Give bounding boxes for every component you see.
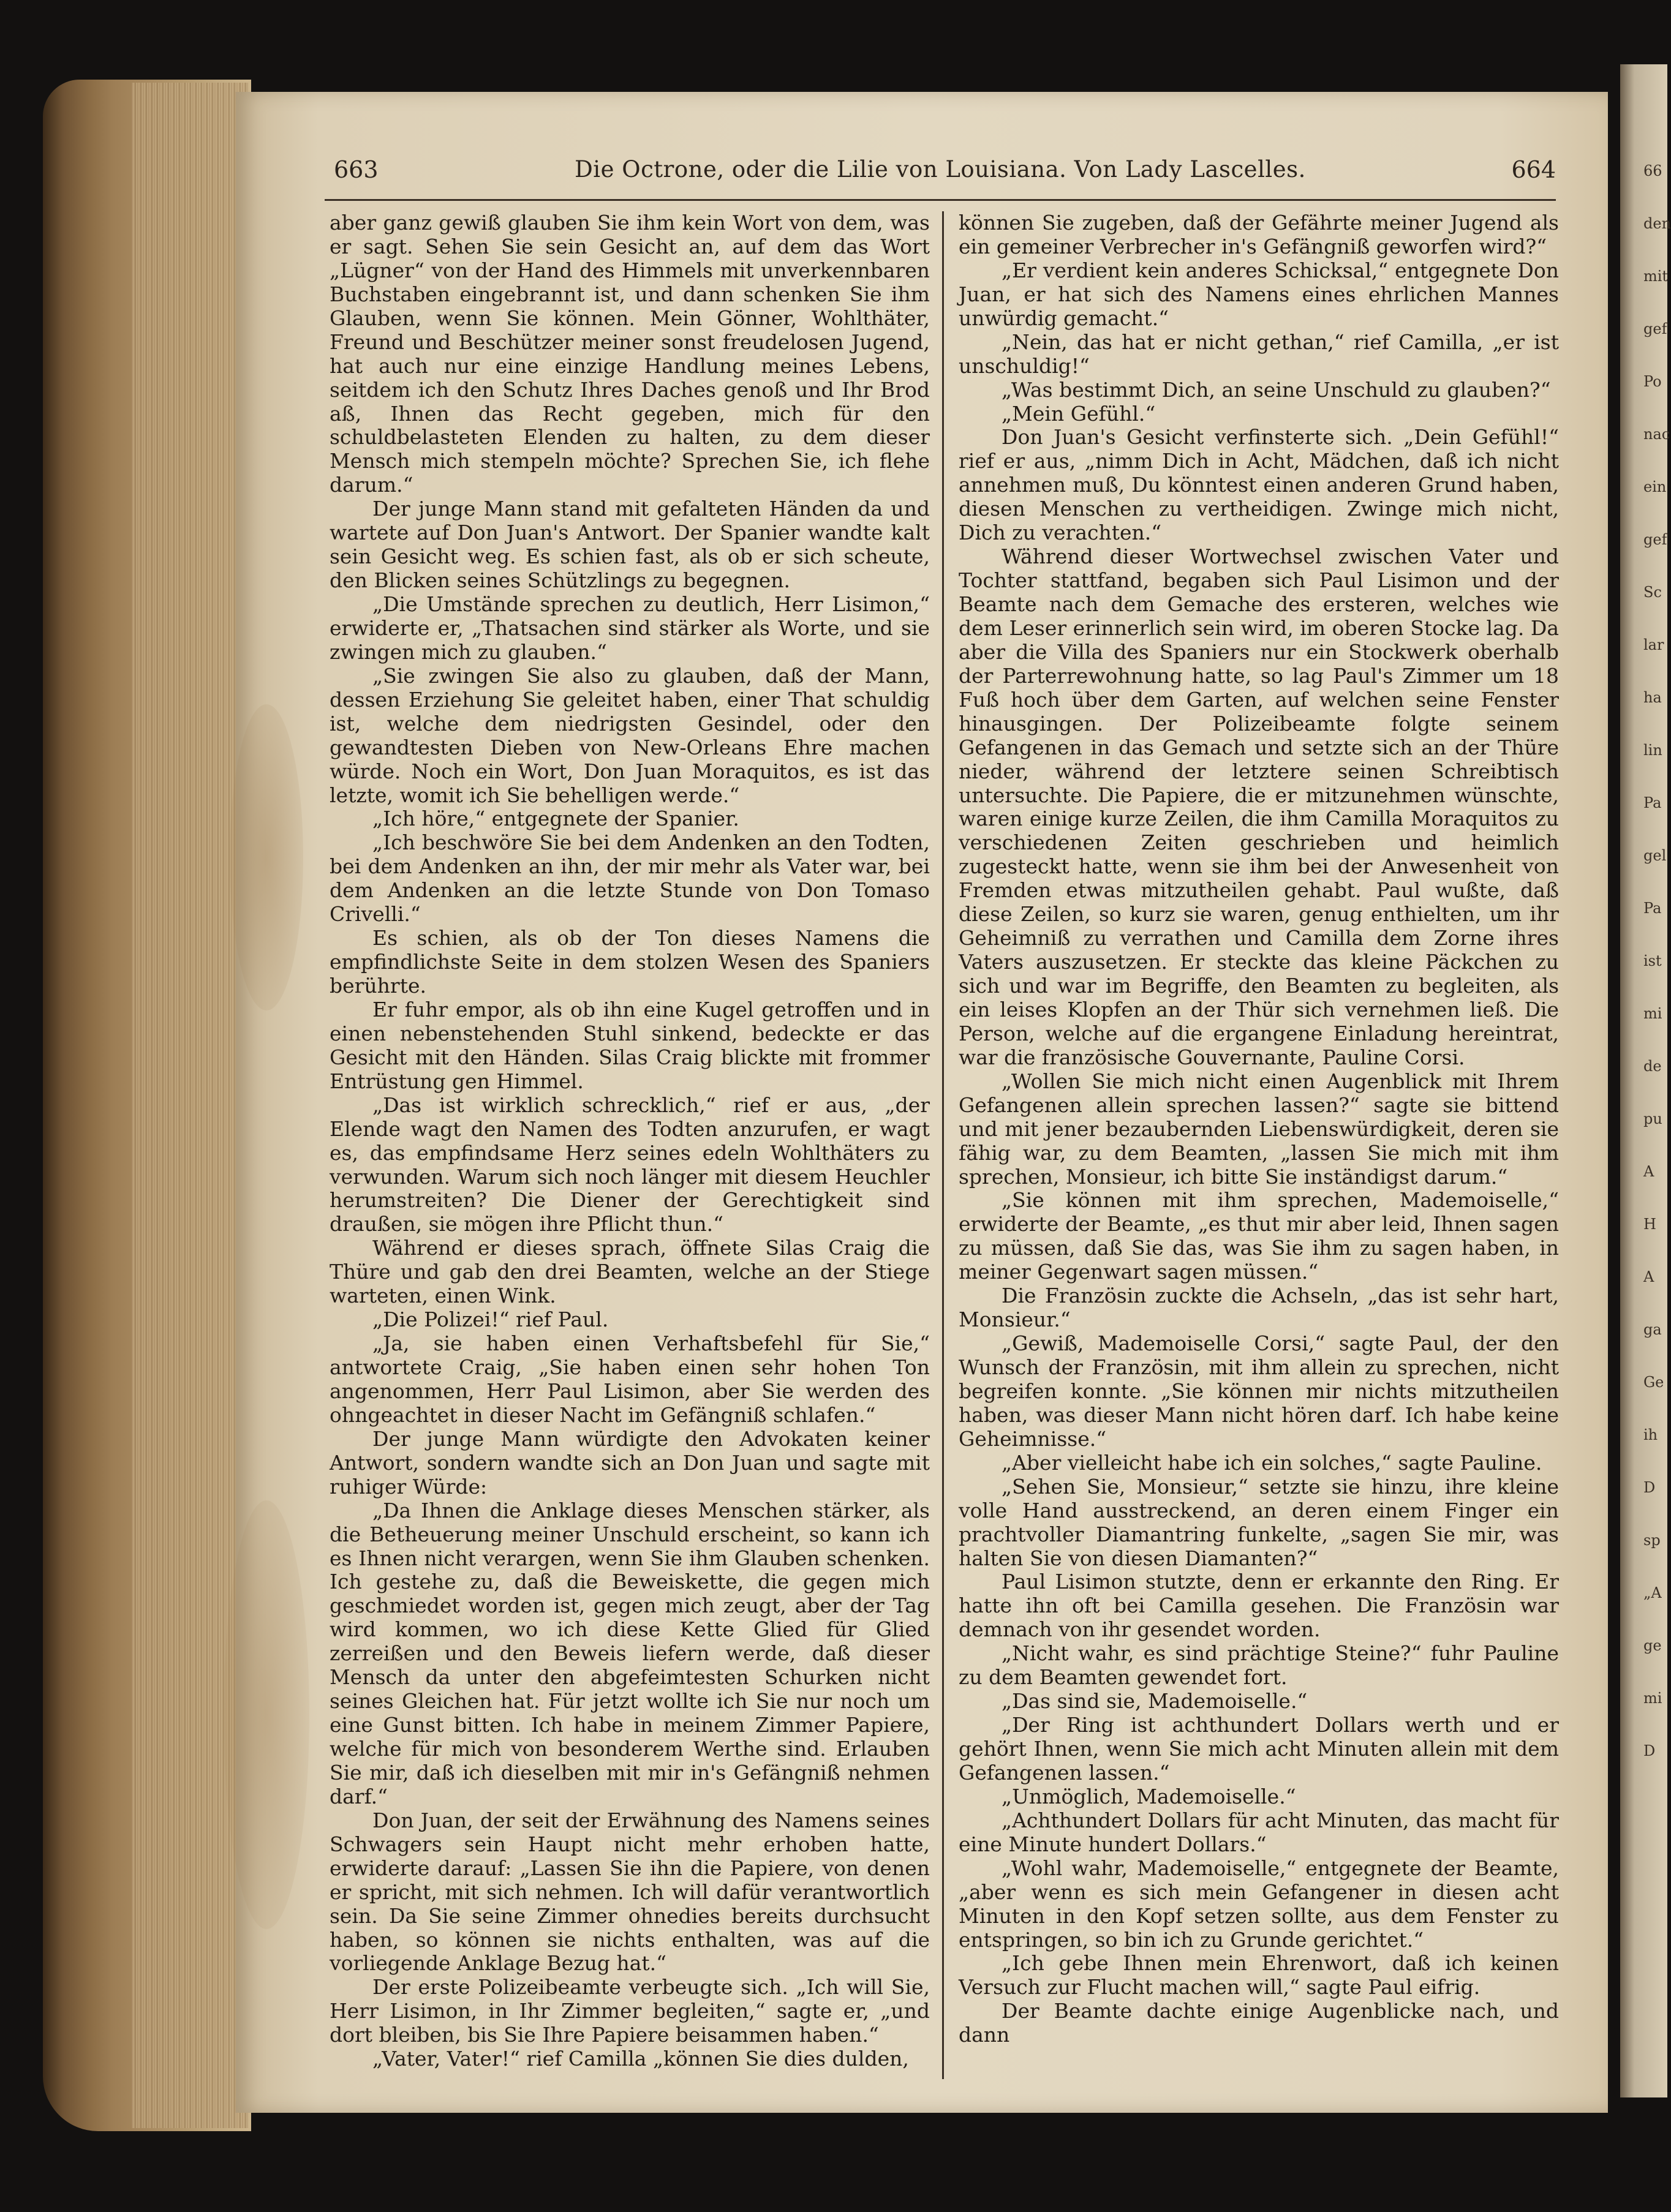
paragraph: „Sehen Sie, Monsieur,“ setzte sie hinzu, ihre kleine volle Hand ausstreckend, an deren einem Finger ein prachtvoller Diamantring funkelte, „sagen Sie mir, was halten Sie von diesen Diamanten?“ <box>959 1474 1559 1570</box>
column-rule <box>942 211 944 2079</box>
paragraph: Der Beamte dachte einige Augenblicke nach, und dann <box>959 1999 1559 2047</box>
next-page-fragment: gel <box>1643 847 1667 864</box>
next-page-edge <box>1620 64 1671 2097</box>
paragraph: können Sie zugeben, daß der Gefährte meiner Jugend als ein gemeiner Verbrecher in's Gefängniß geworfen wird?“ <box>959 211 1559 258</box>
next-page-fragment: mi <box>1643 1005 1662 1022</box>
next-page-fragment: 66 <box>1643 162 1662 179</box>
next-page-fragment: D <box>1643 1742 1656 1759</box>
paragraph: „Gewiß, Mademoiselle Corsi,“ sagte Paul, der den Wunsch der Französin, mit ihm allein zu sprechen, nicht begreifen konnte. „Sie können mir nichts mitzutheilen haben, was dieser Mann nicht hören darf. Ich habe keine Geheimnisse.“ <box>959 1331 1559 1451</box>
paragraph: „Nicht wahr, es sind prächtige Steine?“ fuhr Pauline zu dem Beamten gewendet fort. <box>959 1641 1559 1690</box>
next-page-fragment: Pa <box>1643 900 1662 917</box>
next-page-fragment: ga <box>1643 1321 1662 1338</box>
paragraph: „Das ist wirklich schrecklich,“ rief er aus, „der Elende wagt den Namen des Todten anzurufen, er wagt es, das empfindsame Herz seines edeln Wohlthäters zu verwunden. Warum sich noch länger mit diesem Heuchler herumstreiten? Die Diener der Gerechtigkeit sind draußen, sie mögen ihre Pflicht thun.“ <box>330 1093 930 1236</box>
paragraph: „Ich beschwöre Sie bei dem Andenken an den Todten, bei dem Andenken an ihn, der mir mehr als Vater war, bei dem Andenken an die letzte Stunde von Don Tomaso Crivelli.“ <box>330 830 930 927</box>
paragraph: „Sie können mit ihm sprechen, Mademoiselle,“ erwiderte der Beamte, „es thut mir aber leid, Ihnen sagen zu müssen, daß Sie das, was Sie ihm zu sagen haben, in meiner Gegenwart sagen müssen.“ <box>959 1188 1559 1284</box>
paragraph: Don Juan, der seit der Erwähnung des Namens seines Schwagers sein Haupt nicht mehr erhoben hatte, erwiderte darauf: „Lassen Sie ihn die Papiere, von denen er spricht, mit sich nehmen. Ich will dafür verantwortlich sein. Da Sie seine Zimmer ohnedies bereits durchsucht haben, so können sie nichts enthalten, was auf die vorliegende Anklage Bezug hat.“ <box>330 1808 930 1976</box>
paragraph: „Wollen Sie mich nicht einen Augenblick mit Ihrem Gefangenen allein sprechen lassen?“ sagte sie bittend und mit jener bezaubernden Liebenswürdigkeit, deren sie fähig war, zu dem Beamten, „lassen Sie mich mit ihm sprechen, Monsieur, ich bitte Sie inständigst darum.“ <box>959 1069 1559 1189</box>
text-column-right <box>959 211 1559 2091</box>
next-page-fragment: sp <box>1643 1532 1661 1549</box>
next-page-fragment: ih <box>1643 1426 1658 1443</box>
page-stain <box>224 1500 309 1929</box>
page-stack <box>132 83 248 2128</box>
next-page-fragment: H <box>1643 1216 1656 1233</box>
paragraph: Der junge Mann stand mit gefalteten Händen da und wartete auf Don Juan's Antwort. Der Spanier wandte kalt sein Gesicht weg. Es schien fast, als ob er sich scheute, den Blicken seines Schützlings zu begegnen. <box>330 497 930 593</box>
paragraph: Es schien, als ob der Ton dieses Namens die empfindlichste Seite in dem stolzen Wesen des Spaniers berührte. <box>330 926 930 998</box>
paragraph: Während er dieses sprach, öffnete Silas Craig die Thüre und gab den drei Beamten, welche an der Stiege warteten, einen Wink. <box>330 1236 930 1308</box>
paragraph: „Da Ihnen die Anklage dieses Menschen stärker, als die Betheuerung meiner Unschuld erscheint, so kann ich es Ihnen nicht verargen, wenn Sie ihm Glauben schenken. Ich gestehe zu, daß die Beweiskette, die gegen mich geschmiedet worden ist, gegen mich zeugt, aber der Tag wird kommen, wo ich diese Kette Glied für Glied zerreißen und den Beweis liefern werde, daß dieser Mensch da unter den abgefeimtesten Schurken nicht seines Gleichen hat. Für jetzt wollte ich Sie nur noch um eine Gunst bitten. Ich habe in meinem Zimmer Papiere, welche für mich von besonderem Werthe sind. Erlauben Sie mir, daß ich dieselben mit mir in's Gefängniß nehmen darf.“ <box>330 1498 930 1808</box>
paragraph: „Ich höre,“ entgegnete der Spanier. <box>372 807 739 831</box>
header-rule <box>325 199 1556 201</box>
paragraph: Don Juan's Gesicht verfinsterte sich. „Dein Gefühl!“ rief er aus, „nimm Dich in Acht, Mädchen, daß ich nicht annehmen muß, Du könntest einen anderen Grund haben, diesen Menschen zu vertheidigen. Zwinge mich nicht, Dich zu verachten.“ <box>959 425 1559 545</box>
next-page-fragment: nac <box>1643 426 1670 443</box>
next-page-fragment: A <box>1643 1268 1654 1285</box>
next-page-fragment: ha <box>1643 689 1662 706</box>
paragraph: „Die Polizei!“ rief Paul. <box>372 1307 609 1332</box>
next-page-fragment: lin <box>1643 742 1662 759</box>
paragraph: „Was bestimmt Dich, an seine Unschuld zu glauben?“ <box>1001 377 1551 402</box>
paragraph: „Vater, Vater!“ rief Camilla „können Sie dies dulden, <box>372 2047 909 2071</box>
paragraph: Der junge Mann würdigte den Advokaten keiner Antwort, sondern wandte sich an Don Juan und sagte mit ruhiger Würde: <box>330 1426 930 1499</box>
paragraph: Der erste Polizeibeamte verbeugte sich. „Ich will Sie, Herr Lisimon, in Ihr Zimmer begleiten,“ sagte er, „und dort bleiben, bis Sie Ihre Papiere beisammen haben.“ <box>330 1975 930 2047</box>
paragraph: „Wohl wahr, Mademoiselle,“ entgegnete der Beamte, „aber wenn es sich mein Gefangener in diesen acht Minuten in den Kopf setzen sollte, aus dem Fenster zu entspringen, so bin ich zu Grunde gerichtet.“ <box>959 1856 1559 1952</box>
next-page-fragment: mit <box>1643 268 1669 285</box>
paragraph: Während dieser Wortwechsel zwischen Vater und Tochter stattfand, begaben sich Paul Lisimon und der Beamte nach dem Gemache des ersteren, welches wie dem Leser erinnerlich sein wird, im oberen Stocke lag. Da aber die Villa des Spaniers nur ein Stockwerk oberhalb der Parterrewohnung hatte, so lag Paul's Zimmer um 18 Fuß hoch über dem Garten, auf welchen seine Fenster hinausgingen. Der Polizeibeamte folgte seinem Gefangenen in das Gemach und setzte sich an der Thüre nieder, während der letztere seinen Schreibtisch untersuchte. Die Papiere, die er mitzunehmen wünschte, waren einige kurze Zeilen, die ihm Camilla Moraquitos zu verschiedenen Zeiten geschrieben und heimlich zugesteckt hatte, wenn sie ihm bei der Anwesenheit von Fremden etwas mitzutheilen gehabt. Paul wußte, daß diese Zeilen, so kurz sie waren, genug enthielten, um ihr Geheimniß zu verrathen und Camilla dem Zorne ihres Vaters auszusetzen. Er steckte das kleine Päckchen zu sich und war im Begriffe, den Beamten zu begleiten, als ein leises Klopfen an der Thür sich vernehmen ließ. Die Person, welche auf die ergangene Einladung hereintrat, war die französische Gouvernante, Pauline Corsi. <box>959 544 1559 1069</box>
paragraph: Er fuhr empor, als ob ihn eine Kugel getroffen und in einen nebenstehenden Stuhl sinkend, bedeckte er das Gesicht mit den Händen. Silas Craig blickte mit frommer Entrüstung gen Himmel. <box>330 997 930 1093</box>
next-page-fragment: ist <box>1643 952 1662 969</box>
next-page-fragment: den <box>1643 215 1671 232</box>
paragraph: „Achthundert Dollars für acht Minuten, das macht für eine Minute hundert Dollars.“ <box>959 1808 1559 1856</box>
paragraph: aber ganz gewiß glauben Sie ihm kein Wort von dem, was er sagt. Sehen Sie sein Gesicht an, auf dem das Wort „Lügner“ von der Hand des Himmels mit unverkennbaren Buchstaben eingebrannt ist, und dann schenken Sie ihm Glauben, wenn Sie können. Mein Gönner, Wohlthäter, Freund und Beschützer meiner sonst freudelosen Jugend, hat auch nur eine einzige Handlung meines Lebens, seitdem ich den Schutz Ihres Daches genoß und Ihr Brod aß, Ihnen das Recht gegeben, mich für den schuldbelasteten Elenden zu halten, zu dem dieser Mensch mich stempeln möchte? Sprechen Sie, ich flehe darum.“ <box>330 211 930 497</box>
paragraph: Die Französin zuckte die Achseln, „das ist sehr hart, Monsieur.“ <box>959 1284 1559 1332</box>
paragraph: „Das sind sie, Mademoiselle.“ <box>1001 1689 1308 1714</box>
page-stain <box>230 704 303 1010</box>
paragraph: „Ja, sie haben einen Verhaftsbefehl für Sie,“ antwortete Craig, „Sie haben einen sehr hohen Ton angenommen, Herr Paul Lisimon, aber Sie werden des ohngeachtet in dieser Nacht im Gefängniß schlafen.“ <box>330 1331 930 1427</box>
next-page-fragment: Po <box>1643 373 1662 390</box>
paragraph: „Aber vielleicht habe ich ein solches,“ sagte Pauline. <box>1001 1450 1542 1475</box>
text-column-left <box>330 211 930 2091</box>
paragraph: „Sie zwingen Sie also zu glauben, daß der Mann, dessen Erziehung Sie geleitet haben, einer That schuldig ist, welche dem niedrigsten Gesindel, oder den gewandtesten Dieben von New-Orleans Ehre machen würde. Noch ein Wort, Don Juan Moraquitos, es ist das letzte, womit ich Sie behelligen werde.“ <box>330 663 930 807</box>
paragraph: „Unmöglich, Mademoiselle.“ <box>1001 1784 1296 1808</box>
next-page-fragment: Pa <box>1643 794 1662 811</box>
next-page-fragment: pu <box>1643 1110 1662 1127</box>
next-page-fragment: Sc <box>1643 584 1662 601</box>
paragraph: „Mein Gefühl.“ <box>1001 401 1156 426</box>
next-page-fragment: gef <box>1643 531 1667 548</box>
next-page-fragment: ge <box>1643 1637 1662 1654</box>
page-number-left: 663 <box>334 156 379 183</box>
paragraph: „Der Ring ist achthundert Dollars werth und er gehört Ihnen, wenn Sie mich acht Minuten allein mit dem Gefangenen lassen.“ <box>959 1713 1559 1785</box>
paragraph: Paul Lisimon stutzte, denn er erkannte den Ring. Er hatte ihn oft bei Camilla gesehen. Die Französin war demnach von ihr gesendet worden. <box>959 1570 1559 1642</box>
page-number-right: 664 <box>1511 156 1556 183</box>
paragraph: „Nein, das hat er nicht gethan,“ rief Camilla, „er ist unschuldig!“ <box>959 329 1559 378</box>
next-page-fragment: D <box>1643 1479 1656 1496</box>
paragraph: „Ich gebe Ihnen mein Ehrenwort, daß ich keinen Versuch zur Flucht machen will,“ sagte Paul eifrig. <box>959 1951 1559 1999</box>
next-page-fragment: de <box>1643 1058 1662 1075</box>
next-page-fragment: A <box>1643 1163 1654 1180</box>
running-header <box>325 156 1556 193</box>
next-page-fragment: Ge <box>1643 1374 1664 1391</box>
paragraph: „Die Umstände sprechen zu deutlich, Herr Lisimon,“ erwiderte er, „Thatsachen sind stärker als Worte, und sie zwingen mich zu glauben.“ <box>330 592 930 664</box>
next-page-fragment: lar <box>1643 636 1664 653</box>
next-page-fragment: ein <box>1643 478 1667 495</box>
next-page-fragment: „A <box>1643 1584 1662 1601</box>
next-page-fragment: gef <box>1643 320 1667 337</box>
running-title: Die Octrone, oder die Lilie von Louisiana. Von Lady Lascelles. <box>575 156 1306 182</box>
paragraph: „Er verdient kein anderes Schicksal,“ entgegnete Don Juan, er hat sich des Namens eines ehrlichen Mannes unwürdig gemacht.“ <box>959 258 1559 330</box>
next-page-fragment: mi <box>1643 1690 1662 1707</box>
